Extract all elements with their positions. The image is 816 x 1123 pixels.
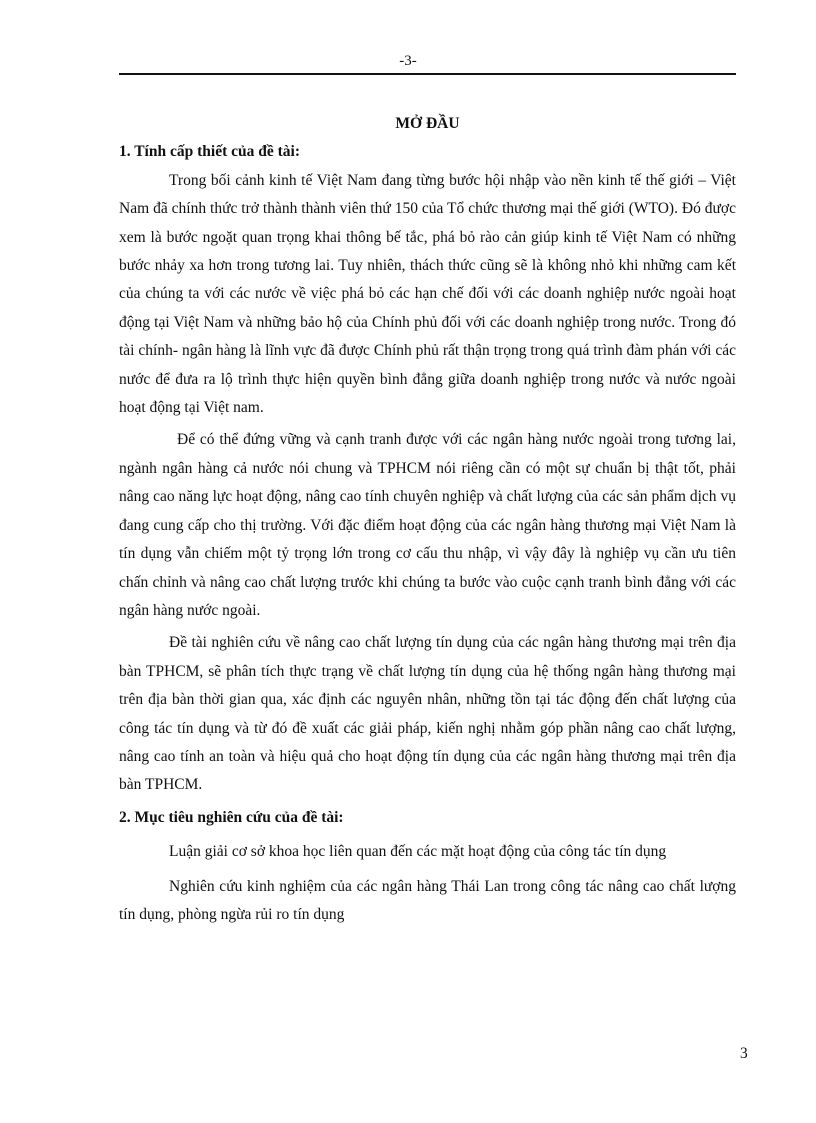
paragraph: Luận giải cơ sở khoa học liên quan đến các mặt hoạt động của công tác tín dụng: [169, 843, 667, 861]
paragraph: Nghiên cứu kinh nghiệm của các ngân hàng Thái Lan trong công tác nâng cao chất lượng tín dụng, phòng ngừa rủi ro tín dụng: [119, 877, 736, 923]
heading-urgency: 1. Tính cấp thiết của đề tài:: [119, 143, 300, 161]
paragraph: Đề tài nghiên cứu về nâng cao chất lượng tín dụng của các ngân hàng thương mại trên địa bàn TPHCM, sẽ phân tích thực trạng về chất lượng tín dụng của hệ thống ngân hàng thương mại trên địa bàn thời gian qua, xác định các nguyên nhân, những tồn tại tác động đến chất lượng của công tác tín dụng và từ đó đề xuất các giải pháp, kiến nghị nhằm góp phần nâng cao chất lượng, nâng cao tính an toàn và hiệu quả cho hoạt động tín dụng của các ngân hàng thương mại trên địa bàn TPHCM.: [119, 634, 736, 794]
page-number: 3: [740, 1045, 748, 1062]
paragraph: Trong bối cảnh kinh tế Việt Nam đang từng bước hội nhập vào nền kinh tế thế giới – Việt Nam đã chính thức trở thành thành viên thứ 150 của Tổ chức thương mại thế giới (WTO). Đó được xem là bước ngoặt quan trọng khai thông bế tắc, phá bỏ rào cản giúp kinh tế Việt Nam có những bước nhảy xa hơn trong tương lai. Tuy nhiên, thách thức cũng sẽ là không nhỏ khi những cam kết của chúng ta với các nước về việc phá bỏ các hạn chế đối với các doanh nghiệp nước ngoài hoạt động tại Việt Nam và những bảo hộ của Chính phủ đối với các doanh nghiệp trong nước. Trong đó tài chính- ngân hàng là lĩnh vực đã được Chính phủ rất thận trọng trong quá trình đàm phán với các nước để đưa ra lộ trình thực hiện quyền bình đẳng giữa doanh nghiệp trong nước và nước ngoài hoạt động tại Việt nam.: [119, 171, 736, 417]
section-title: MỞ ĐẦU: [395, 115, 460, 132]
header-divider: [119, 73, 736, 75]
heading-objectives: 2. Mục tiêu nghiên cứu của đề tài:: [119, 808, 344, 826]
document-body: [119, 100, 736, 929]
header-page-label: -3-: [399, 53, 417, 69]
paragraph: Để có thể đứng vững và cạnh tranh được với các ngân hàng nước ngoài trong tương lai, ngành ngân hàng cả nước nói chung và TPHCM nói riêng cần có một sự chuẩn bị thật tốt, phải nâng cao năng lực hoạt động, nâng cao tính chuyên nghiệp và chất lượng của các sản phẩm dịch vụ đang cung cấp cho thị trường. Với đặc điểm hoạt động của các ngân hàng thương mại Việt Nam là tín dụng vẫn chiếm một tỷ trọng lớn trong cơ cấu thu nhập, vì vậy đây là nghiệp vụ cần ưu tiên chấn chỉnh và nâng cao chất lượng trước khi chúng ta bước vào cuộc cạnh tranh bình đẳng với các ngân hàng nước ngoài.: [119, 431, 736, 619]
